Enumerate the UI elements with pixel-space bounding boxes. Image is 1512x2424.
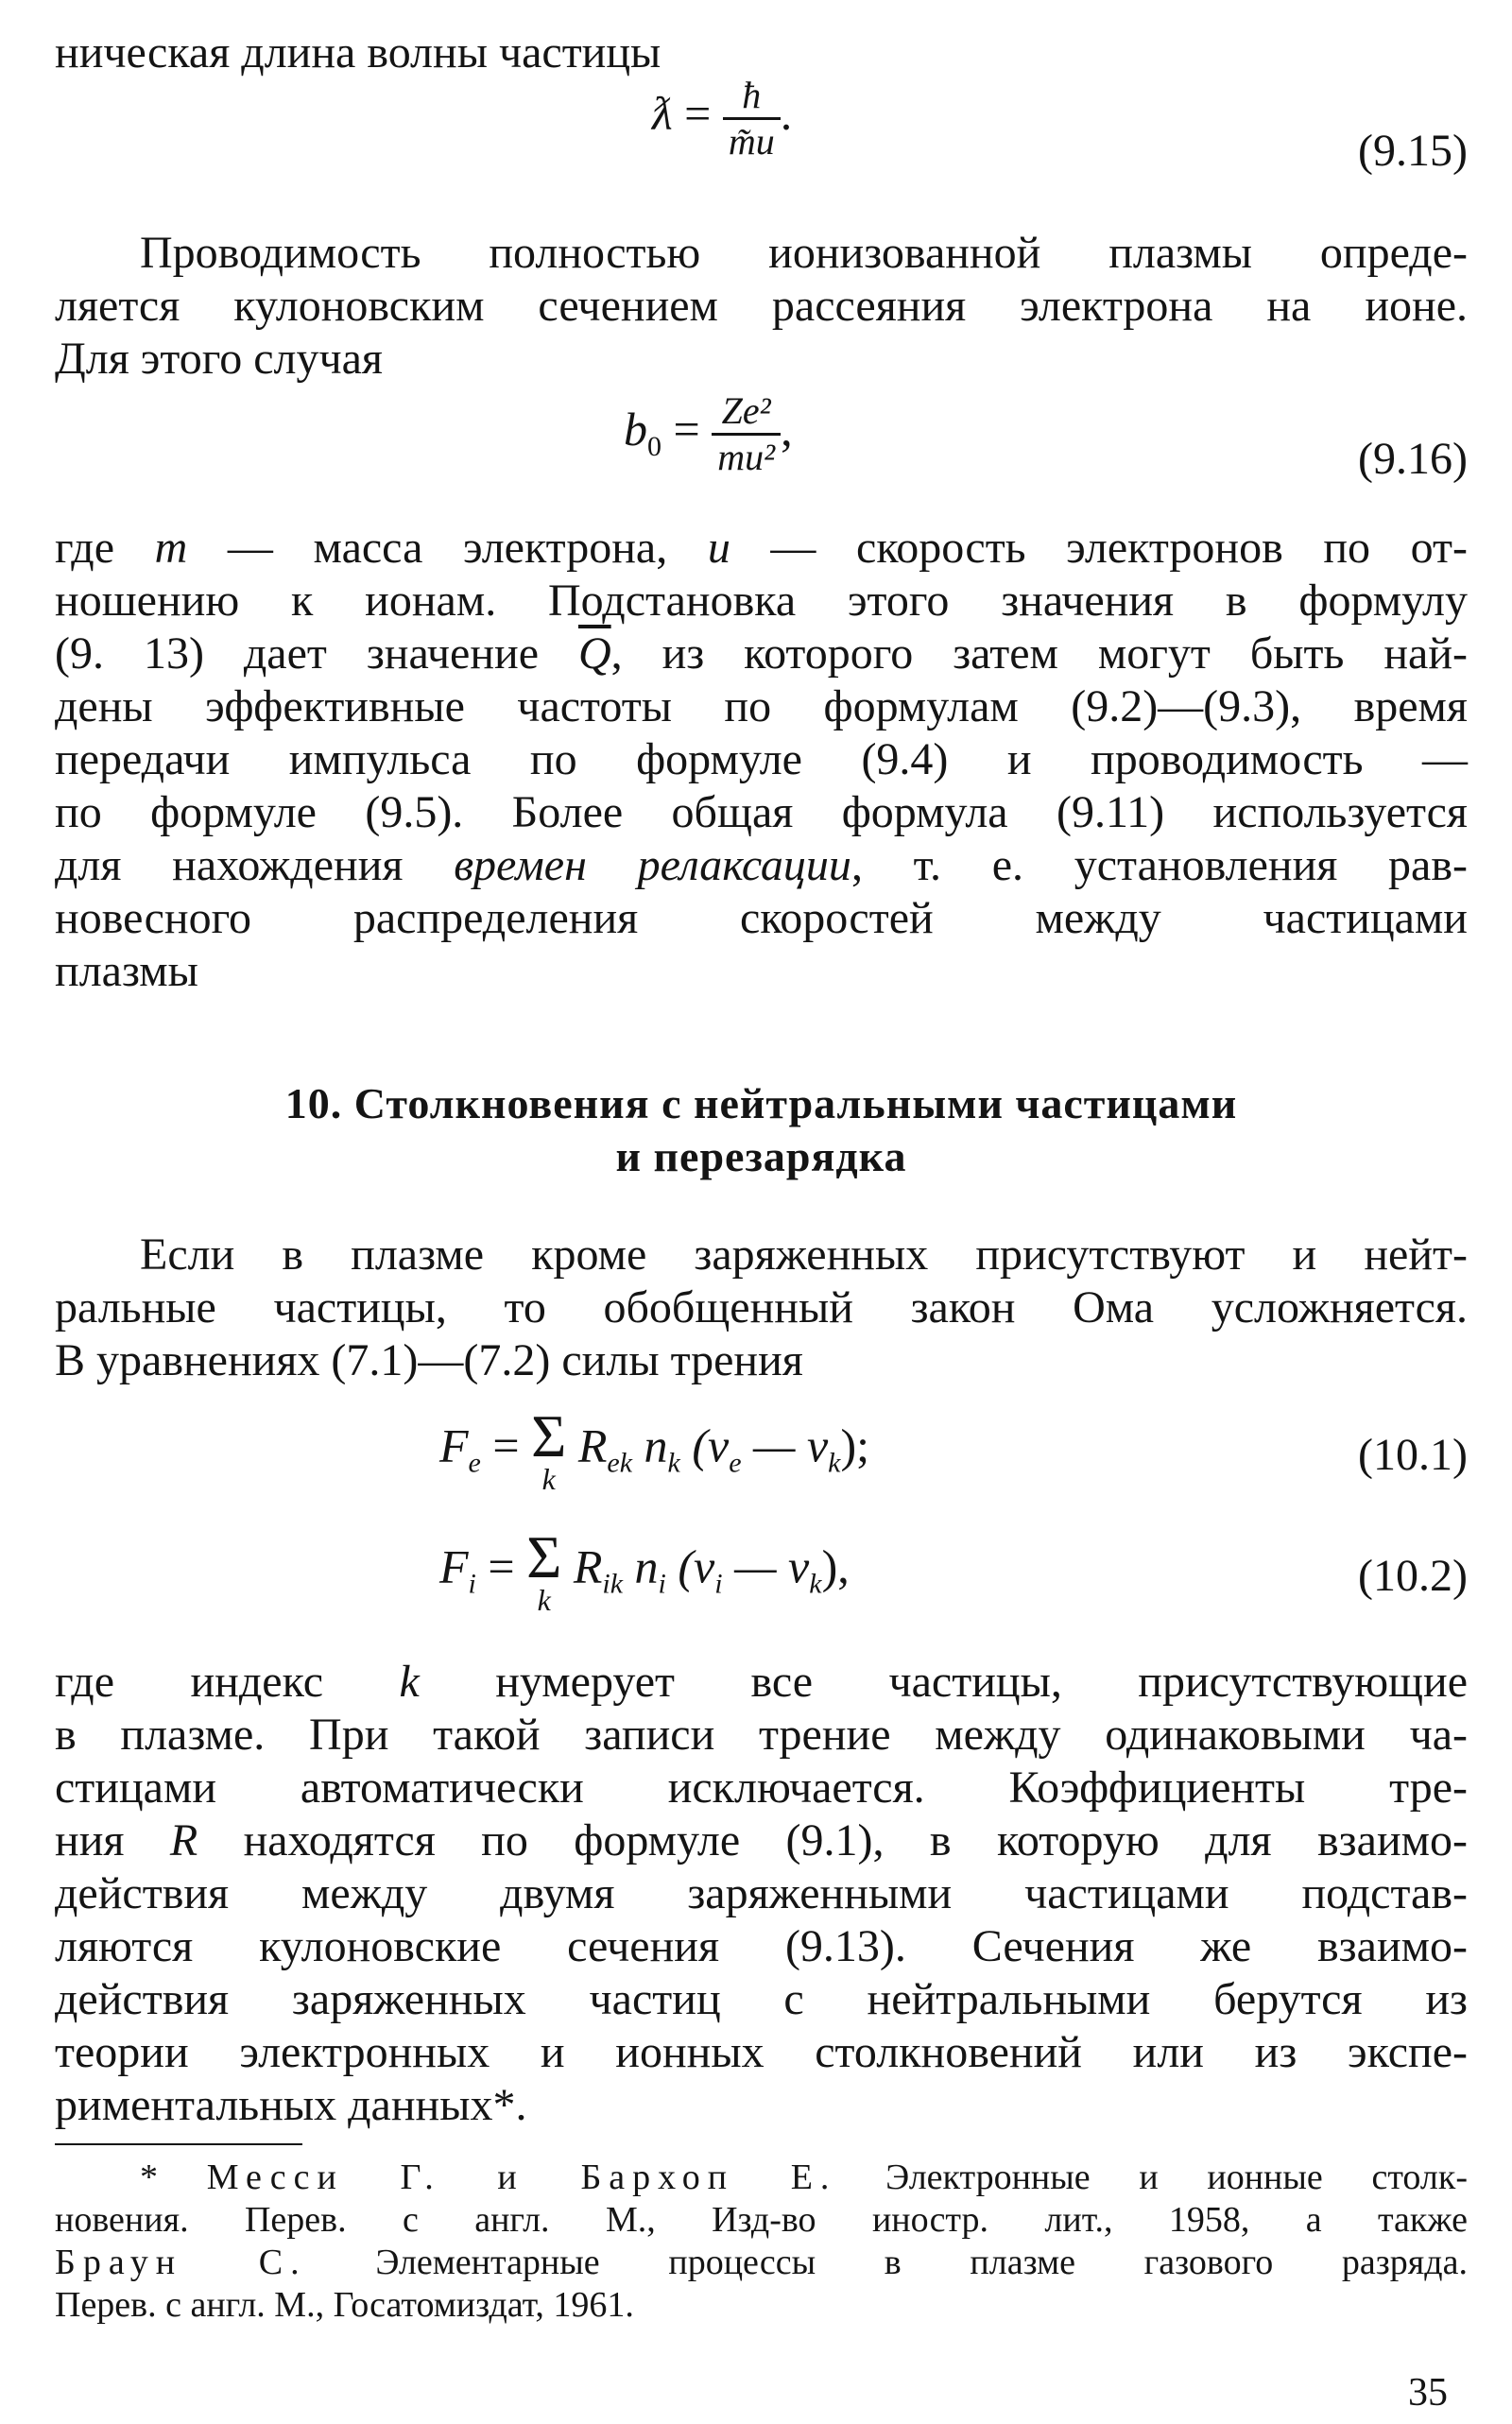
equation-10-1	[439, 1402, 870, 1496]
text-line: стицами автоматически исключается. Коэффициенты тре-	[55, 1762, 1468, 1813]
math-symbol: (v	[692, 1418, 730, 1472]
math-symbol: m	[154, 523, 188, 573]
math-subscript: i	[714, 1568, 723, 1600]
text-line: Проводимость полностью ионизованной плазмы опреде-	[140, 228, 1468, 278]
eq-fraction	[712, 389, 781, 479]
equation-number: (10.2)	[1358, 1551, 1468, 1601]
text-line: риментальных данных*.	[55, 2080, 527, 2130]
eq-fraction	[723, 74, 781, 163]
text-line: Для этого случая	[55, 334, 383, 384]
text-span: , т. е. установления рав-	[850, 840, 1469, 890]
text-line: по формуле (9.5). Более общая формула (9.11) используется	[55, 787, 1468, 837]
footnote-line: новения. Перев. с англ. М., Изд-во иностр. лит., 1958, а также	[55, 2200, 1468, 2240]
math-symbol: k	[399, 1657, 420, 1707]
math-symbol: (v	[678, 1539, 715, 1593]
text-span: где индекс	[55, 1657, 400, 1707]
italic-term: времен релаксации	[454, 840, 851, 890]
eq-lhs-subscript: e	[468, 1447, 481, 1479]
math-symbol: n	[644, 1418, 668, 1472]
eq-sign: =	[673, 402, 700, 456]
text-span: (9. 13) дает значение	[55, 628, 578, 679]
text-line: в плазме. При такой записи трение между одинаковыми ча-	[55, 1710, 1468, 1760]
footnote-marker: *	[140, 2158, 207, 2197]
math-symbol: u	[707, 523, 730, 573]
text-span: ния	[55, 1815, 170, 1865]
footnote-rule	[55, 2143, 302, 2145]
text-line	[55, 1814, 1468, 1867]
section-heading: 10. Столкновения с нейтральными частицами	[284, 1079, 1238, 1127]
text-line: ляются кулоновские сечения (9.13). Сечения же взаимо-	[55, 1921, 1468, 1971]
eq-denominator: mu²	[712, 433, 781, 479]
eq-sign: =	[488, 1539, 515, 1593]
eq-lhs: F	[439, 1539, 469, 1593]
footnote-line	[55, 2242, 1468, 2284]
eq-denominator: m̃u	[723, 117, 781, 163]
eq-lhs: F	[439, 1418, 469, 1472]
text-span: нумерует все частицы, присутствующие	[419, 1657, 1468, 1707]
eq-tail: ),	[821, 1539, 850, 1593]
equation-number: (10.1)	[1358, 1430, 1468, 1480]
equation-number: (9.16)	[1358, 434, 1468, 484]
eq-lhs-subscript: 0	[647, 430, 662, 462]
text-line: ральные частицы, то обобщенный закон Ома усложняется.	[55, 1282, 1468, 1332]
text-line: передачи импульса по формуле (9.4) и проводимость —	[55, 734, 1468, 784]
text-span: Элементарные процессы в плазме газового разряда.	[306, 2243, 1468, 2282]
math-symbol: — v	[741, 1418, 829, 1472]
sigma-symbol: Σ	[531, 1402, 567, 1470]
eq-sign: =	[684, 86, 712, 140]
footnote-author: Месси Г. и Бархоп Е.	[206, 2158, 837, 2197]
equation-9-15	[652, 74, 792, 163]
text-span: где	[55, 523, 155, 573]
footnote-line: Перев. с англ. М., Госатомиздат, 1961.	[55, 2285, 634, 2325]
page-number: 35	[1408, 2371, 1448, 2415]
text-span: для нахождения	[55, 840, 455, 890]
math-subscript: k	[667, 1447, 680, 1479]
text-span: , из которого затем могут быть най-	[610, 628, 1468, 679]
math-symbol: R	[169, 1815, 198, 1865]
eq-lhs: b	[624, 402, 647, 456]
sum-index: k	[537, 1583, 551, 1617]
equation-9-16	[624, 389, 793, 479]
text-line	[55, 627, 1468, 680]
math-subscript: i	[658, 1568, 666, 1600]
text-span: находятся по формуле (9.1), в которую для взаимо-	[198, 1815, 1468, 1865]
footnote-author: Браун С.	[55, 2243, 307, 2282]
text-line: ляется кулоновским сечением рассеяния электрона на ионе.	[55, 281, 1468, 331]
math-subscript: e	[729, 1447, 742, 1479]
sum-operator	[531, 1402, 567, 1496]
sum-operator	[526, 1523, 562, 1617]
eq-numerator: ħ	[742, 74, 762, 116]
math-symbol: R	[577, 1418, 608, 1472]
eq-tail: .	[780, 86, 793, 140]
text-line	[55, 839, 1468, 892]
math-subscript: k	[809, 1568, 822, 1600]
text-span: — скорость электронов по от-	[730, 523, 1468, 573]
text-span: Электронные и ионные столк-	[836, 2158, 1469, 2197]
eq-lhs-subscript: i	[468, 1568, 476, 1600]
eq-tail: );	[840, 1418, 870, 1472]
text-line	[55, 1656, 1468, 1709]
sigma-symbol: Σ	[526, 1523, 562, 1590]
footnote-line	[140, 2157, 1468, 2199]
equation-number: (9.15)	[1358, 126, 1468, 176]
text-line: действия заряженных частиц с нейтральными берутся из	[55, 1974, 1468, 2024]
text-line: ношению к ионам. Подстановка этого значения в формулу	[55, 576, 1468, 626]
text-line: Если в плазме кроме заряженных присутствуют и нейт-	[140, 1229, 1468, 1280]
text-line: новесного распределения скоростей между частицами	[55, 893, 1468, 943]
math-subscript: ik	[602, 1568, 624, 1600]
sum-index: k	[541, 1462, 556, 1496]
text-line: плазмы	[55, 946, 198, 996]
text-line	[55, 522, 1468, 575]
section-heading: и перезарядка	[615, 1132, 907, 1180]
math-symbol: n	[634, 1539, 659, 1593]
eq-sign: =	[492, 1418, 520, 1472]
math-subscript: ek	[607, 1447, 633, 1479]
eq-tail: ,	[781, 402, 793, 456]
text-line: В уравнениях (7.1)—(7.2) силы трения	[55, 1335, 803, 1385]
math-subscript: k	[828, 1447, 841, 1479]
text-line: теории электронных и ионных столкновений или из экспе-	[55, 2027, 1468, 2077]
eq-lhs: ƛ	[652, 86, 673, 140]
text-line: действия между двумя заряженными частицами подстав-	[55, 1868, 1468, 1918]
text-line: дены эффективные частоты по формулам (9.2)—(9.3), время	[55, 681, 1468, 731]
math-symbol: R	[573, 1539, 603, 1593]
text-line: ническая длина волны частицы	[55, 27, 662, 77]
text-span: — масса электрона,	[187, 523, 708, 573]
eq-numerator: Ze²	[721, 389, 771, 432]
math-symbol: $\overline{Q}$	[577, 628, 611, 679]
math-symbol: — v	[722, 1539, 810, 1593]
equation-10-2	[439, 1523, 850, 1617]
